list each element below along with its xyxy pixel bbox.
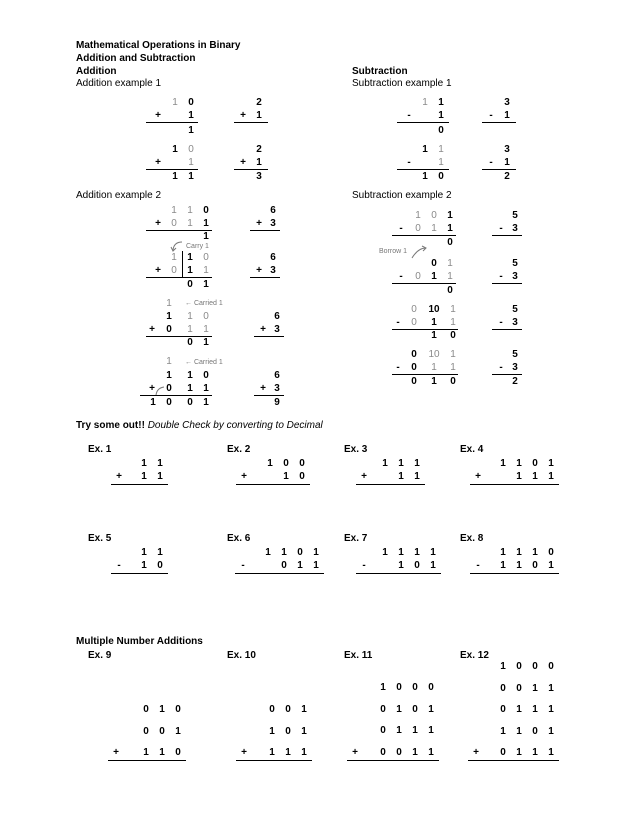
- exercise-digit: 1: [269, 725, 275, 737]
- exercise-digit: 1: [159, 704, 165, 715]
- carried-note-2: ← Carried 1: [185, 359, 223, 366]
- exercise-label: Ex. 9: [88, 650, 112, 661]
- operator-symbol: +: [113, 747, 119, 758]
- operator-symbol: -: [117, 560, 121, 571]
- exercise-digit: 0: [175, 747, 181, 758]
- exercise-digit: 1: [548, 560, 554, 571]
- page-title: Mathematical Operations in Binary: [76, 40, 241, 51]
- answer-line: [111, 573, 168, 574]
- answer-line: [470, 573, 559, 574]
- exercise-digit: 1: [175, 725, 181, 737]
- exercise-digit: 1: [500, 458, 506, 469]
- exercise-digit: 1: [285, 747, 291, 758]
- subtraction-heading: Subtraction: [352, 66, 408, 77]
- exercise-digit: 0: [500, 747, 506, 758]
- exercise-digit: 0: [396, 746, 402, 758]
- answer-line: [111, 484, 168, 485]
- exercise-digit: 1: [141, 560, 147, 571]
- exercise-digit: 1: [143, 747, 149, 758]
- exercise-digit: 1: [532, 471, 538, 482]
- exercise-label: Ex. 5: [88, 533, 112, 544]
- exercise-digit: 0: [285, 725, 291, 737]
- operator-symbol: -: [241, 560, 245, 571]
- exercise-digit: 1: [281, 547, 287, 558]
- addition-example-1-label: Addition example 1: [76, 78, 162, 89]
- answer-line: [235, 573, 324, 574]
- exercise-digit: 0: [380, 703, 386, 715]
- exercise-digit: 1: [380, 682, 386, 693]
- operator-symbol: +: [473, 747, 479, 758]
- answer-line: [236, 484, 310, 485]
- exercise-digit: 1: [396, 725, 402, 736]
- exercise-label: Ex. 2: [227, 444, 251, 455]
- exercise-label: Ex. 1: [88, 444, 112, 455]
- borrow-note: Borrow 1: [379, 248, 408, 255]
- exercise-digit: 0: [428, 682, 434, 693]
- exercise-digit: 1: [500, 547, 506, 558]
- exercise-digit: 0: [532, 458, 538, 469]
- exercise-digit: 1: [398, 458, 404, 469]
- exercise-digit: 1: [532, 747, 538, 758]
- page-subtitle: Addition and Subtraction: [76, 53, 196, 64]
- exercise-label: Ex. 3: [344, 444, 368, 455]
- exercise-digit: 1: [141, 547, 147, 558]
- exercise-digit: 1: [516, 747, 522, 758]
- exercise-digit: 0: [281, 560, 287, 571]
- exercise-label: Ex. 10: [227, 650, 256, 661]
- operator-symbol: +: [475, 471, 481, 482]
- exercise-digit: 1: [157, 458, 163, 469]
- exercise-digit: 1: [548, 458, 554, 469]
- exercise-digit: 1: [412, 746, 418, 758]
- multiple-additions-heading: Multiple Number Additions: [76, 636, 203, 647]
- exercise-digit: 1: [428, 703, 434, 715]
- exercise-label: Ex. 11: [344, 650, 373, 661]
- exercise-digit: 0: [516, 682, 522, 694]
- exercise-digit: 1: [548, 704, 554, 715]
- exercise-digit: 0: [412, 682, 418, 693]
- exercise-digit: 0: [548, 661, 554, 672]
- exercise-digit: 1: [414, 458, 420, 469]
- exercise-digit: 1: [414, 471, 420, 482]
- exercise-digit: 1: [532, 682, 538, 694]
- exercise-digit: 1: [500, 661, 506, 672]
- exercise-label: Ex. 7: [344, 533, 368, 544]
- exercise-digit: 1: [398, 560, 404, 571]
- exercise-digit: 0: [299, 458, 305, 469]
- exercise-digit: 1: [548, 725, 554, 737]
- operator-symbol: +: [241, 471, 247, 482]
- exercise-digit: 0: [283, 458, 289, 469]
- subtraction-example-2-label: Subtraction example 2: [352, 190, 452, 201]
- exercise-digit: 0: [548, 547, 554, 558]
- exercise-digit: 0: [299, 471, 305, 482]
- exercise-digit: 1: [500, 725, 506, 737]
- exercise-digit: 1: [141, 471, 147, 482]
- exercise-digit: 1: [159, 747, 165, 758]
- exercise-digit: 0: [500, 704, 506, 715]
- exercise-digit: 0: [532, 661, 538, 672]
- answer-line: [236, 760, 312, 761]
- exercise-digit: 1: [297, 560, 303, 571]
- exercise-digit: 1: [382, 547, 388, 558]
- exercise-label: Ex. 12: [460, 650, 489, 661]
- carry-note: Carry 1: [186, 243, 209, 250]
- exercise-digit: 0: [143, 725, 149, 737]
- exercise-digit: 0: [516, 661, 522, 672]
- exercise-digit: 0: [285, 704, 291, 715]
- operator-symbol: -: [362, 560, 366, 571]
- exercise-digit: 1: [301, 725, 307, 737]
- exercise-digit: 1: [548, 747, 554, 758]
- exercise-digit: 1: [532, 547, 538, 558]
- exercise-digit: 1: [532, 704, 538, 715]
- exercise-label: Ex. 4: [460, 444, 484, 455]
- exercise-digit: 0: [532, 560, 538, 571]
- exercise-label: Ex. 8: [460, 533, 484, 544]
- answer-line: [347, 760, 439, 761]
- answer-line: [468, 760, 559, 761]
- exercise-digit: 1: [267, 458, 273, 469]
- operator-symbol: +: [241, 747, 247, 758]
- exercise-digit: 0: [500, 682, 506, 694]
- exercise-digit: 1: [398, 471, 404, 482]
- exercise-digit: 1: [516, 458, 522, 469]
- exercise-digit: 1: [430, 560, 436, 571]
- exercise-digit: 0: [380, 746, 386, 758]
- exercise-digit: 1: [141, 458, 147, 469]
- exercise-label: Ex. 6: [227, 533, 251, 544]
- carried-note-1: ← Carried 1: [185, 300, 223, 307]
- exercise-digit: 0: [159, 725, 165, 737]
- exercise-digit: 1: [269, 747, 275, 758]
- exercise-digit: 0: [412, 703, 418, 715]
- carry-arrow-icon: [154, 386, 166, 398]
- exercise-digit: 0: [157, 560, 163, 571]
- exercise-digit: 0: [297, 547, 303, 558]
- operator-symbol: -: [476, 560, 480, 571]
- exercise-digit: 1: [396, 703, 402, 715]
- try-some-out-italic: Double Check by converting to Decimal: [147, 420, 323, 431]
- exercise-digit: 1: [157, 471, 163, 482]
- exercise-digit: 1: [313, 547, 319, 558]
- exercise-digit: 0: [396, 682, 402, 693]
- operator-symbol: +: [352, 746, 358, 758]
- exercise-digit: 0: [414, 560, 420, 571]
- try-some-out: [76, 420, 323, 432]
- exercise-digit: 1: [382, 458, 388, 469]
- answer-line: [470, 484, 559, 485]
- exercise-digit: 1: [516, 704, 522, 715]
- exercise-digit: 1: [516, 560, 522, 571]
- exercise-digit: 1: [516, 725, 522, 737]
- exercise-digit: 0: [380, 725, 386, 736]
- answer-line: [108, 760, 186, 761]
- subtraction-example-1-label: Subtraction example 1: [352, 78, 452, 89]
- exercise-digit: 1: [412, 725, 418, 736]
- exercise-digit: 1: [430, 547, 436, 558]
- operator-symbol: +: [361, 471, 367, 482]
- exercise-digit: 1: [414, 547, 420, 558]
- answer-line: [356, 573, 441, 574]
- exercise-digit: 0: [143, 704, 149, 715]
- exercise-digit: 0: [175, 704, 181, 715]
- exercise-digit: 1: [516, 471, 522, 482]
- exercise-digit: 1: [301, 704, 307, 715]
- operator-symbol: +: [116, 471, 122, 482]
- exercise-digit: 0: [269, 704, 275, 715]
- addition-example-2-label: Addition example 2: [76, 190, 162, 201]
- exercise-digit: 1: [265, 547, 271, 558]
- exercise-digit: 1: [428, 746, 434, 758]
- exercise-digit: 1: [313, 560, 319, 571]
- exercise-digit: 0: [532, 725, 538, 737]
- exercise-digit: 1: [548, 682, 554, 694]
- exercise-digit: 1: [301, 747, 307, 758]
- addition-heading: Addition: [76, 66, 117, 77]
- answer-line: [356, 484, 425, 485]
- exercise-digit: 1: [516, 547, 522, 558]
- exercise-digit: 1: [548, 471, 554, 482]
- exercise-digit: 1: [428, 725, 434, 736]
- exercise-digit: 1: [398, 547, 404, 558]
- exercise-digit: 1: [500, 560, 506, 571]
- exercise-digit: 1: [283, 471, 289, 482]
- borrow-arrow-icon: [410, 246, 428, 260]
- try-some-out-bold: Try some out!!: [76, 420, 145, 431]
- exercise-digit: 1: [157, 547, 163, 558]
